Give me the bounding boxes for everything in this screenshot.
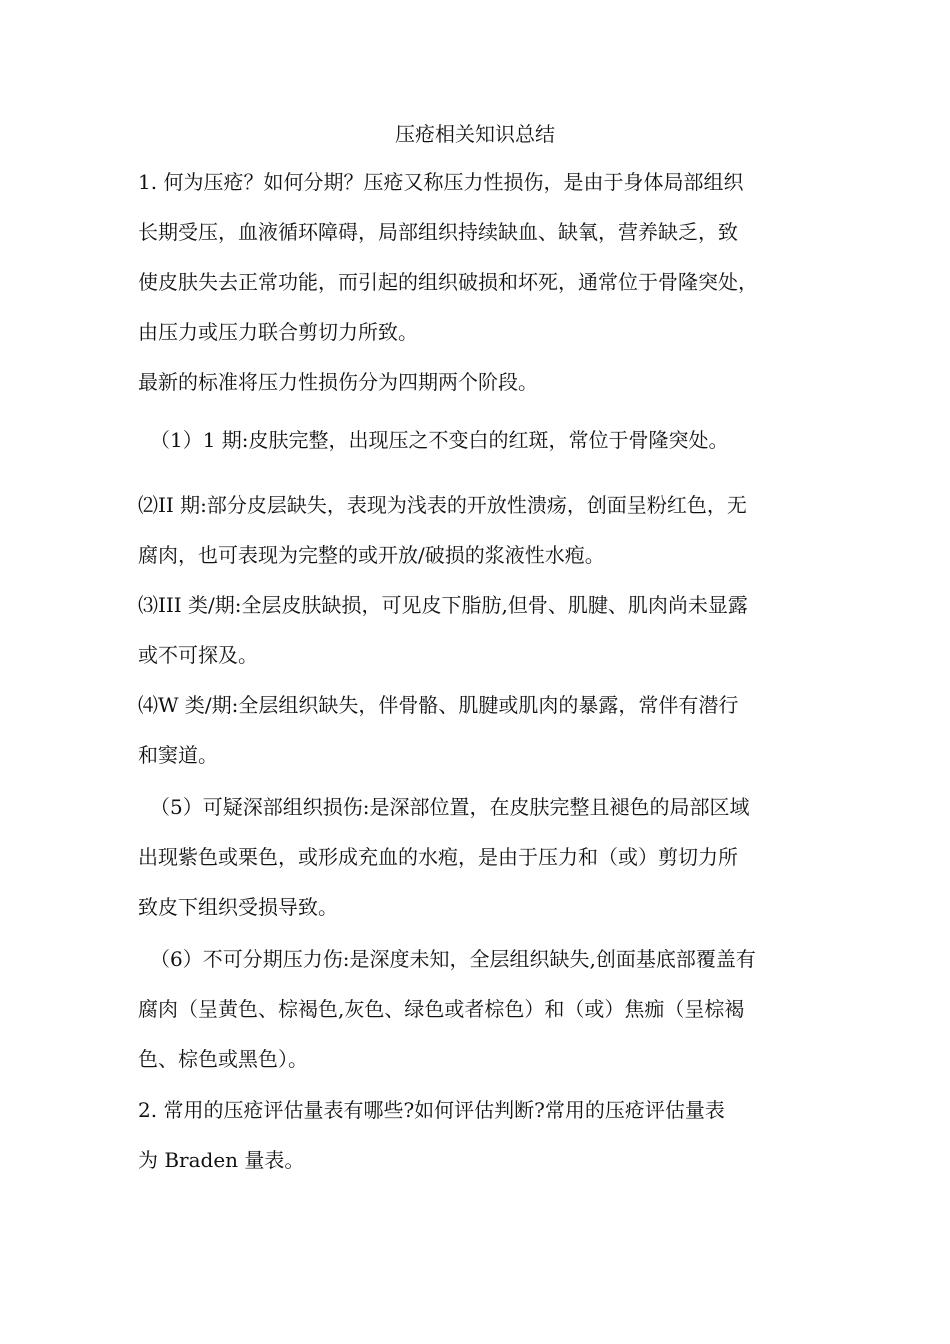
text-line: （5）可疑深部组织损伤:是深部位置，在皮肤完整且褪色的局部区域: [150, 795, 750, 819]
document-title: 压疮相关知识总结: [395, 122, 555, 146]
paragraph-standard: [138, 357, 828, 407]
text-line: 1. 何为压疮？如何分期？压疮又称压力性损伤，是由于身体局部组织: [138, 170, 744, 194]
text-line: ⑷W 类/期:全层组织缺失，伴骨骼、肌腱或肌肉的暴露，常伴有潜行: [138, 693, 739, 717]
text-line: 出现紫色或栗色，或形成充血的水疱，是由于压力和（或）剪切力所: [138, 845, 738, 869]
text-line: 长期受压，血液循环障碍，局部组织持续缺血、缺氧，营养缺乏，致: [138, 220, 738, 244]
text-line: （1）1 期:皮肤完整，出现压之不变白的红斑，常位于骨隆突处。: [150, 428, 729, 452]
text-line: 色、棕色或黑色）。: [138, 1047, 308, 1071]
text-line: 和窦道。: [138, 743, 218, 767]
text-line: （6）不可分期压力伤:是深度未知，全层组织缺失,创面基底部覆盖有: [150, 947, 756, 971]
paragraph-stage-1: [138, 415, 840, 465]
paragraph-deep-tissue: [138, 782, 840, 932]
paragraph-braden: [138, 1085, 828, 1185]
text-line: 为 Braden 量表。: [138, 1148, 305, 1172]
paragraph-stage-2: [138, 480, 828, 580]
paragraph-definition: [138, 157, 828, 357]
text-line: 致皮下组织受损导致。: [138, 895, 338, 919]
paragraph-stage-4: [138, 680, 828, 780]
text-line: 最新的标准将压力性损伤分为四期两个阶段。: [138, 370, 538, 394]
paragraph-stage-3: [138, 580, 828, 680]
text-line: 腐肉（呈黄色、棕褐色,灰色、绿色或者棕色）和（或）焦痂（呈棕褐: [138, 997, 745, 1021]
text-line: 使皮肤失去正常功能，而引起的组织破损和坏死，通常位于骨隆突处，: [138, 270, 758, 294]
text-line: 腐肉，也可表现为完整的或开放/破损的浆液性水疱。: [138, 543, 605, 567]
text-line: 由压力或压力联合剪切力所致。: [138, 320, 418, 344]
paragraph-unstageable: [138, 934, 840, 1084]
text-line: 或不可探及。: [138, 643, 258, 667]
text-line: ⑶III 类/期:全层皮肤缺损，可见皮下脂肪,但骨、肌腱、肌肉尚未显露: [138, 593, 748, 617]
text-line: ⑵II 期:部分皮层缺失，表现为浅表的开放性溃疡，创面呈粉红色，无: [138, 493, 747, 517]
text-line: 2. 常用的压疮评估量表有哪些?如何评估判断?常用的压疮评估量表: [138, 1098, 725, 1122]
